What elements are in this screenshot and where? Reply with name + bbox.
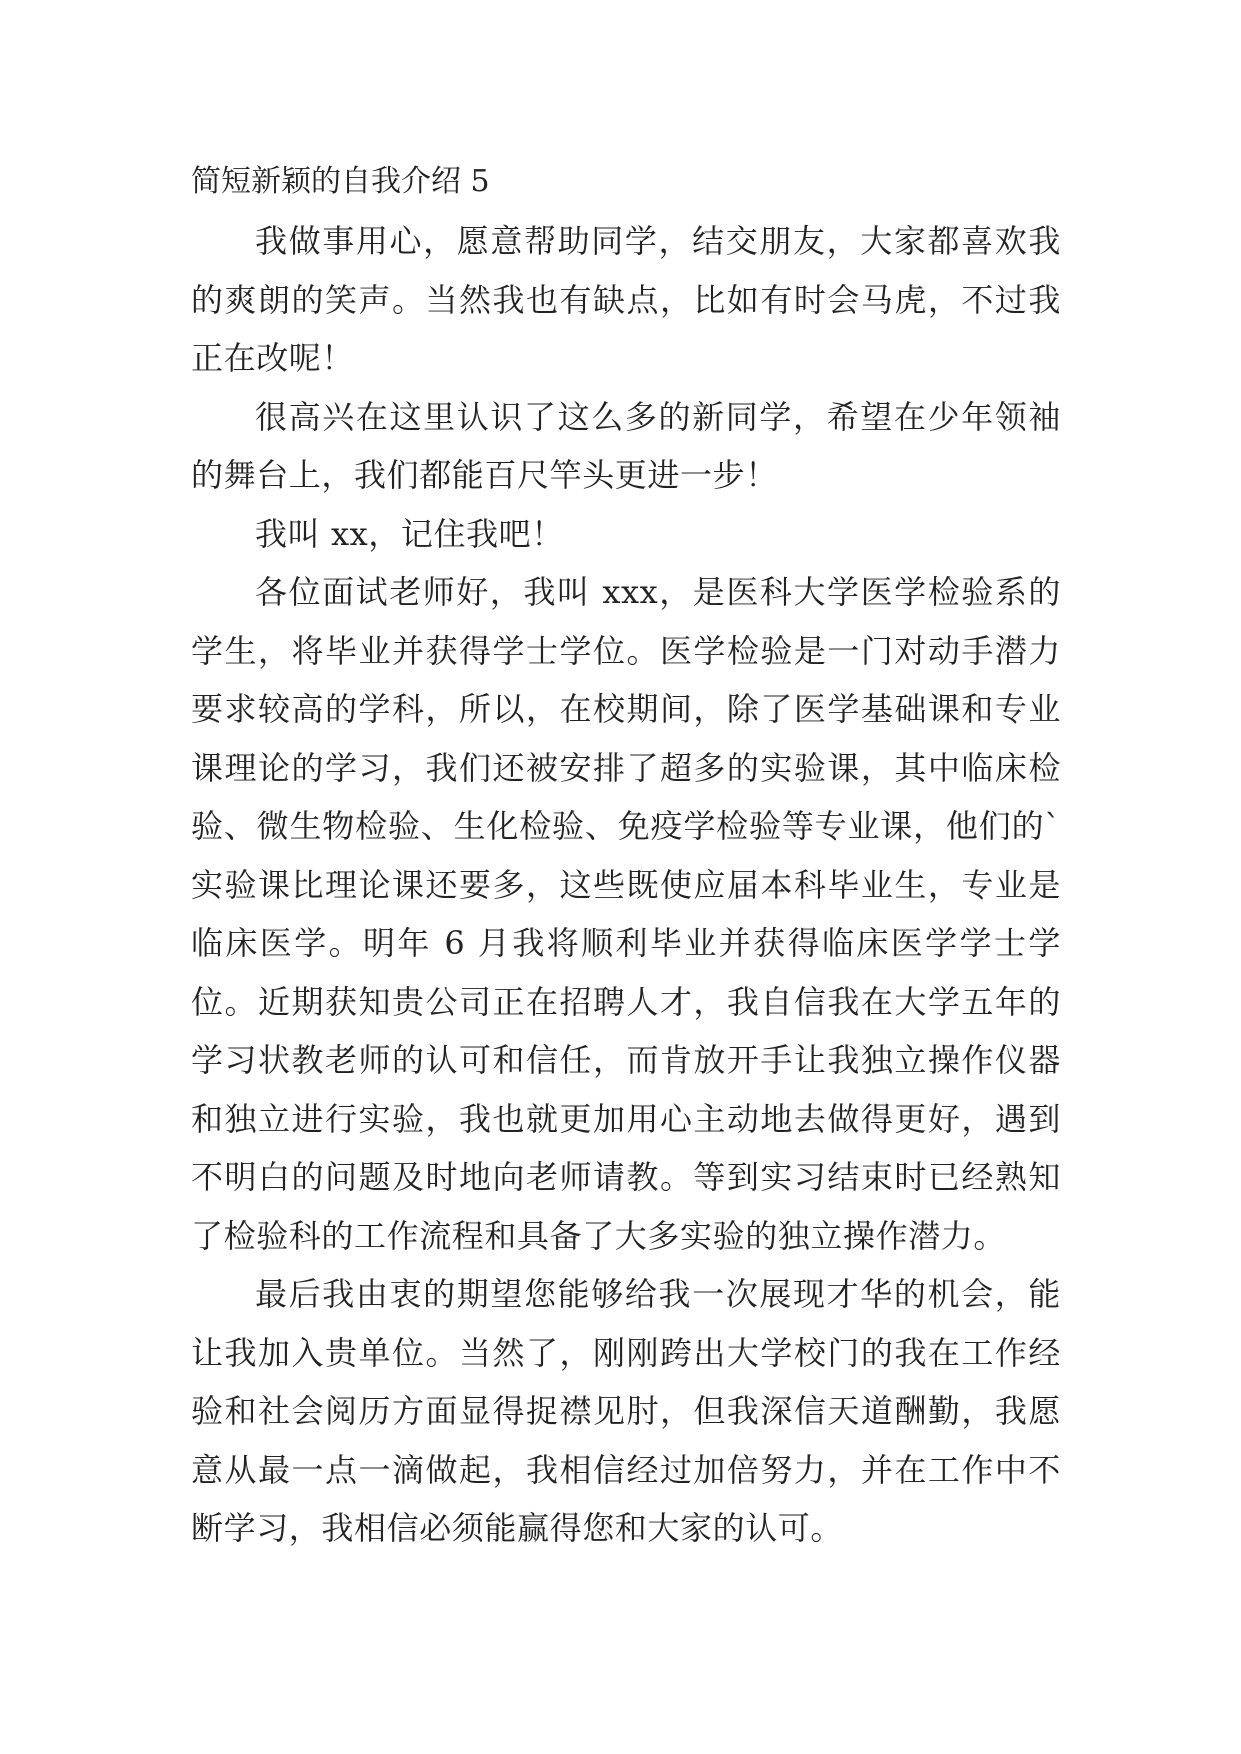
- paragraph-hobbies: 我做事用心，愿意帮助同学，结交朋友，大家都喜欢我的爽朗的笑声。当然我也有缺点，比如有时会马虎，不过我正在改呢！: [191, 222, 1061, 377]
- document-body: [191, 152, 1061, 1558]
- paragraph-greeting: 很高兴在这里认识了这么多的新同学，希望在少年领袖的舞台上，我们都能百尺竿头更进一步！: [191, 397, 1061, 494]
- document-title: 简短新颖的自我介绍 5: [191, 164, 490, 199]
- paragraph-interview-intro: 各位面试老师好，我叫 xxx，是医科大学医学检验系的学生，将毕业并获得学士学位。医学检验是一门对动手潜力要求较高的学科，所以，在校期间，除了医学基础课和专业课理论的学习，我们还被安排了超多的实验课，其中临床检验、微生物检验、生化检验、免疫学检验等专业课，他们的`实验课比理论课还要多，这些既使应届本科毕业生，专业是临床医学。明年 6 月我将顺利毕业并获得临床医学学士学位。近期获知贵公司正在招聘人才，我自信我在大学五年的学习状教老师的认可和信任，而肯放开手让我独立操作仪器和独立进行实验，我也就更加用心主动地去做得更好，遇到不明白的问题及时地向老师请教。等到实习结束时已经熟知了检验科的工作流程和具备了大多实验的独立操作潜力。: [191, 573, 1061, 1255]
- paragraph-closing: 最后我由衷的期望您能够给我一次展现才华的机会，能让我加入贵单位。当然了，刚刚跨出大学校门的我在工作经验和社会阅历方面显得捉襟见肘，但我深信天道酬勤，我愿意从最一点一滴做起，我相信经过加倍努力，并在工作中不断学习，我相信必须能赢得您和大家的认可。: [191, 1275, 1061, 1547]
- paragraph-name: 我叫 xx，记住我吧！: [255, 514, 564, 553]
